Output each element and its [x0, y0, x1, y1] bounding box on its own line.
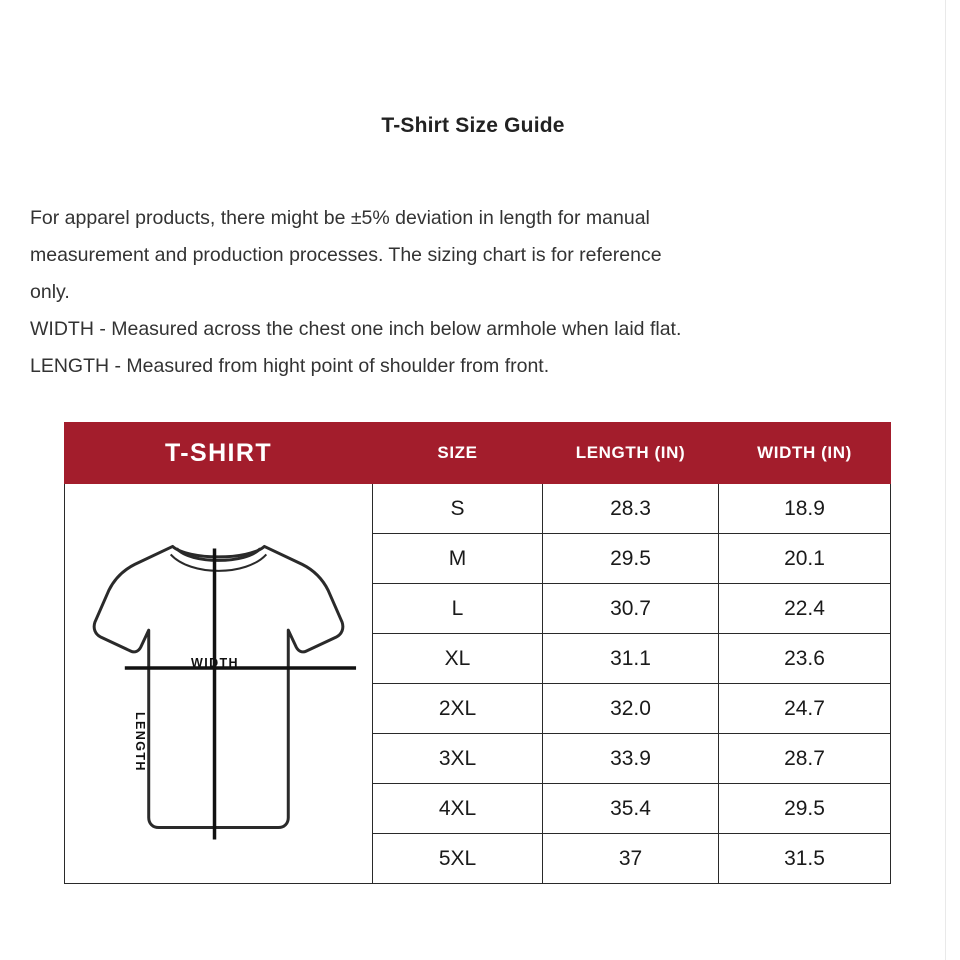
length-measure-label: LENGTH: [133, 711, 147, 772]
cell-length: 31.1: [543, 634, 719, 684]
intro-line-1: For apparel products, there might be ±5% deviation in length for manual: [30, 207, 650, 229]
cell-size: L: [373, 584, 543, 634]
cell-width: 29.5: [719, 784, 891, 834]
cell-length: 32.0: [543, 684, 719, 734]
table-header-width: WIDTH (IN): [719, 423, 891, 484]
cell-length: 37: [543, 834, 719, 884]
cell-length: 29.5: [543, 534, 719, 584]
cell-size: 5XL: [373, 834, 543, 884]
cell-width: 23.6: [719, 634, 891, 684]
table-header-length: LENGTH (IN): [543, 423, 719, 484]
cell-length: 35.4: [543, 784, 719, 834]
cell-size: XL: [373, 634, 543, 684]
cell-length: 33.9: [543, 734, 719, 784]
tshirt-diagram-cell: [65, 484, 373, 884]
page-edge-strip: [945, 0, 960, 960]
tshirt-icon: [65, 498, 372, 870]
cell-size: 3XL: [373, 734, 543, 784]
intro-line-3: only.: [30, 281, 70, 303]
table-row: [65, 484, 891, 534]
cell-width: 20.1: [719, 534, 891, 584]
intro-line-2: measurement and production processes. The sizing chart is for reference: [30, 244, 662, 266]
cell-width: 18.9: [719, 484, 891, 534]
cell-width: 22.4: [719, 584, 891, 634]
size-chart-table: [64, 422, 891, 884]
cell-width: 24.7: [719, 684, 891, 734]
intro-text: [30, 200, 910, 385]
cell-width: 31.5: [719, 834, 891, 884]
cell-length: 28.3: [543, 484, 719, 534]
table-header-row: [65, 423, 891, 484]
table-header: [65, 423, 891, 484]
page-title: T-Shirt Size Guide: [381, 114, 565, 137]
cell-size: 4XL: [373, 784, 543, 834]
cell-length: 30.7: [543, 584, 719, 634]
table-header-product: T-SHIRT: [65, 423, 373, 484]
cell-size: M: [373, 534, 543, 584]
table-header-size: SIZE: [373, 423, 543, 484]
tshirt-diagram: [65, 498, 372, 870]
intro-line-5: LENGTH - Measured from hight point of shoulder from front.: [30, 355, 550, 377]
cell-size: 2XL: [373, 684, 543, 734]
table-body: [65, 484, 891, 884]
intro-line-4: WIDTH - Measured across the chest one inch below armhole when laid flat.: [30, 318, 682, 340]
width-measure-label: WIDTH: [191, 655, 239, 670]
cell-size: S: [373, 484, 543, 534]
cell-width: 28.7: [719, 734, 891, 784]
